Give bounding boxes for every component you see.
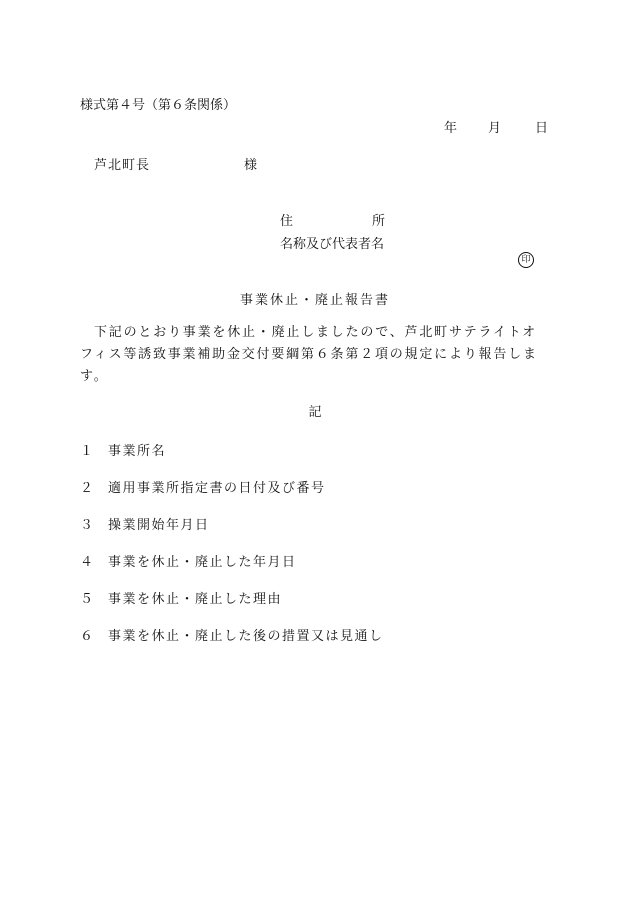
item-number: ５ [80,592,95,607]
item-number: ２ [80,481,95,496]
item-label: 事業を休止・廃止した理由 [108,592,283,607]
representative-name-label: 名称及び代表者名 [280,237,385,252]
ki-heading: 記 [308,405,322,420]
list-item [80,551,297,570]
item-number: ６ [80,629,95,644]
seal-mark-icon: 印 [518,252,534,268]
list-item [80,588,282,607]
item-number: ４ [80,555,95,570]
form-number: 様式第４号（第６条関係） [80,98,237,113]
list-item [80,440,166,459]
item-label: 事業を休止・廃止した年月日 [108,555,297,570]
addressee-name: 芦北町長 [94,158,151,173]
address-label-second: 所 [372,214,386,229]
list-item [80,514,210,533]
date-month-label: 月 [488,121,502,136]
item-number: ３ [80,518,95,533]
addressee-honorific: 様 [244,158,258,173]
date-day-label: 日 [535,121,549,136]
date-line [0,117,630,135]
address-label-first: 住 [280,214,294,229]
item-number: １ [80,444,95,459]
date-year-label: 年 [444,121,458,136]
item-label: 事業を休止・廃止した後の措置又は見通し [108,629,384,644]
item-label: 操業開始年月日 [108,518,210,533]
body-paragraph: 下記のとおり事業を休止・廃止しましたので、芦北町サテライトオフィス等誘致事業補助金交付要綱第６条第２項の規定により報告します。 [80,325,538,384]
item-label: 事業所名 [108,444,167,459]
list-item [80,625,384,644]
item-label: 適用事業所指定書の日付及び番号 [108,481,326,496]
list-item [80,477,326,496]
document-title: 事業休止・廃止報告書 [239,293,390,308]
